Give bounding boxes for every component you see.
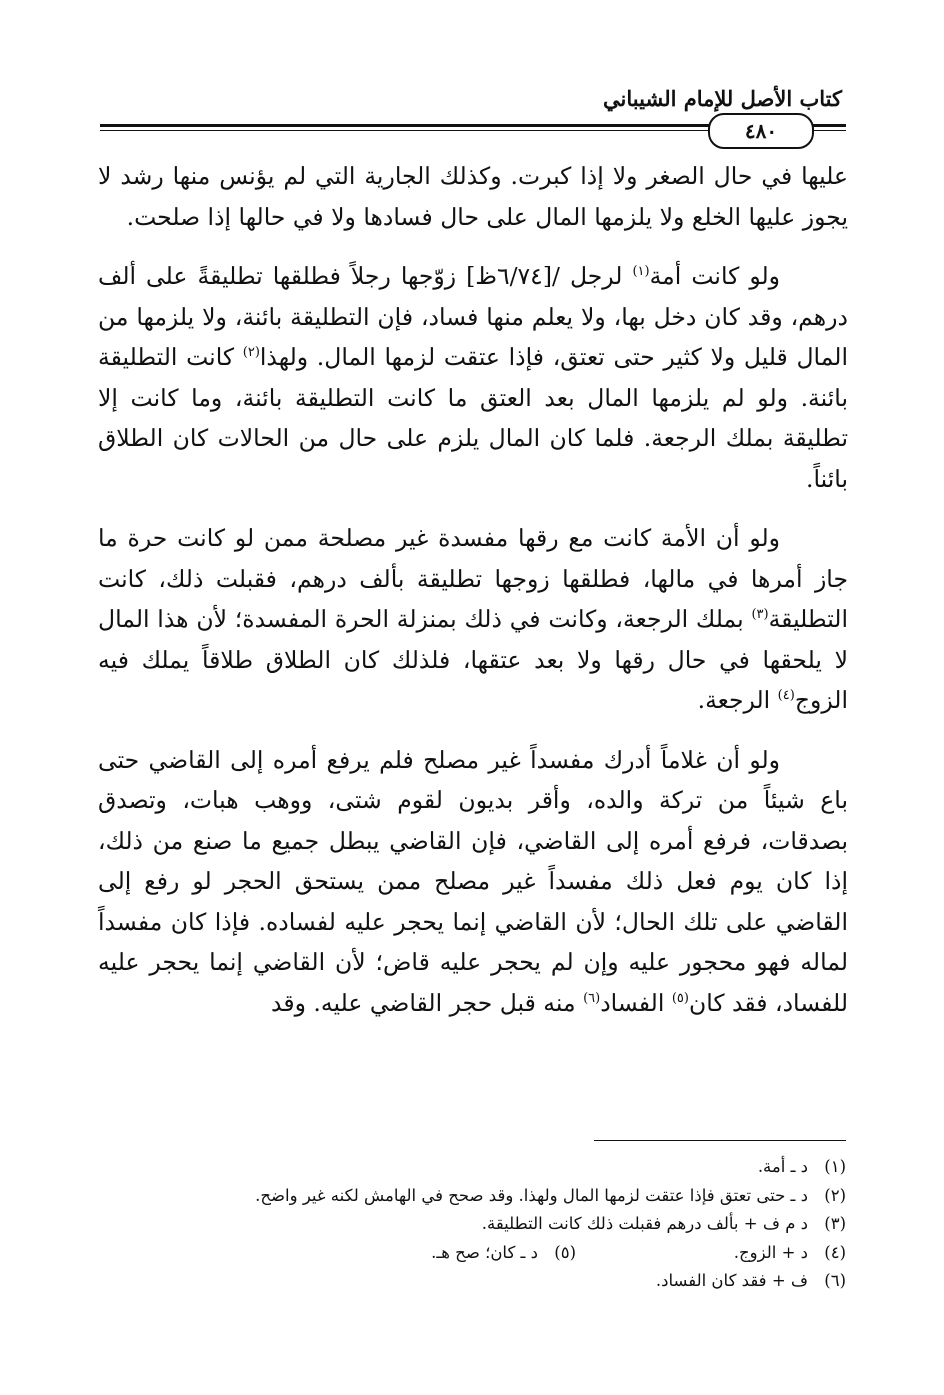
footnote <box>306 1239 576 1268</box>
footnote-number: (١) <box>824 1157 846 1176</box>
footnote <box>96 1267 846 1296</box>
footnote-text: ف + فقد كان الفساد. <box>655 1271 808 1290</box>
footnote-number: (٣) <box>824 1214 846 1233</box>
footnote-separator <box>594 1140 846 1141</box>
footnote <box>96 1182 846 1211</box>
footnote-ref[interactable]: (٢) <box>242 345 260 361</box>
paragraph-text: عليها في حال الصغر ولا إذا كبرت. وكذلك الجارية التي لم يؤنس منها رشد لا يجوز عليها الخلع ولا يلزمها المال على حال فسادها ولا في حالها إذا صلحت. <box>98 162 848 231</box>
paragraph-text: ولو أن الأمة كانت مع رقها مفسدة غير مصلحة ممن لو كانت حرة ما جاز أمرها في مالها، فطلقها زوجها تطليقة بألف درهم، فقبلت ذلك، كانت التطليقة <box>98 524 848 633</box>
footnote-text: د ـ أمة. <box>757 1157 808 1176</box>
footnote-text: د + الزوج. <box>733 1242 808 1262</box>
paragraph <box>98 156 848 237</box>
paragraph-text: منه قبل حجر القاضي عليه. وقد <box>271 988 584 1017</box>
footnote-text: د ـ حتى تعتق فإذا عتقت لزمها المال ولهذا. وقد صحح في الهامش لكنه غير واضح. <box>255 1185 808 1205</box>
footnote-number: (٦) <box>824 1271 846 1290</box>
paragraph <box>98 256 848 499</box>
footnote-text: د ـ كان؛ صح هـ. <box>431 1242 538 1262</box>
paragraph-text: كانت التطليقة بائنة. ولو لم يلزمها المال بعد العتق ما كانت التطليقة بائنة، وما كانت إلا تطليقة بملك الرجعة. فلما كان المال يلزم على حال من الحالات كان الطلاق بائناً. <box>98 343 848 493</box>
footnote <box>576 1239 846 1268</box>
footnote-text: د م ف + بألف درهم فقبلت ذلك كانت التطليقة. <box>481 1214 808 1233</box>
footnote-number: (٥) <box>554 1242 576 1262</box>
footnote-ref[interactable]: (٦) <box>583 990 601 1006</box>
footnotes <box>96 1153 846 1296</box>
footnote-number: (٢) <box>824 1185 846 1205</box>
footnote-ref[interactable]: (١) <box>632 264 650 280</box>
footnote-row <box>96 1239 846 1268</box>
footnote <box>96 1210 846 1239</box>
footnote <box>96 1153 846 1182</box>
paragraph-text: بملك الرجعة، وكانت في ذلك بمنزلة الحرة المفسدة؛ لأن هذا المال لا يلحقها في حال رقها ولا بعد عتقها، فلذلك كان الطلاق طلاقاً يملك فيه الزوج <box>98 605 848 714</box>
footnote-ref[interactable]: (٣) <box>751 607 769 623</box>
paragraph-text: الفساد <box>600 988 672 1017</box>
footnote-ref[interactable]: (٥) <box>671 990 689 1006</box>
page-number-badge: ٤٨٠ <box>708 113 814 149</box>
footnote-ref[interactable]: (٤) <box>777 688 795 704</box>
footnote-number: (٤) <box>824 1242 846 1262</box>
main-text <box>98 156 848 1042</box>
paragraph-text: الرجعة. <box>697 686 778 714</box>
paragraph-text: ولو أن غلاماً أدرك مفسداً غير مصلح فلم يرفع أمره إلى القاضي حتى باع شيئاً من تركة والده، وأقر بديون لقوم شتى، ووهب هبات، وتصدق بصدقات، فرفع أمره إلى القاضي، فإن القاضي يبطل جميع ما صنع من ذلك، إذا كان يوم فعل ذلك مفسداً غير مصلح ممن يستحق الحجر لو رفع إلى القاضي على تلك الحال؛ لأن القاضي إنما يحجر عليه لفساده. فإذا كان مفسداً لماله فهو محجور عليه وإن لم يحجر عليه قاض؛ لأن القاضي إنما يحجر عليه للفساد، فقد كان <box>98 745 848 1017</box>
paragraph <box>98 518 848 721</box>
paragraph <box>98 740 848 1024</box>
running-title: كتاب الأصل للإمام الشيباني <box>603 86 842 111</box>
paragraph-text: لرجل /[٦/٧٤ظ] زوّجها رجلاً فطلقها تطليقةً على ألف درهم، وقد كان دخل بها، ولا يعلم منها فساد، فإن التطليقة بائنة، ولا يلزمها من المال قليل ولا كثير حتى تعتق، فإذا عتقت لزمها المال. ولهذا <box>98 262 848 371</box>
paragraph-text: ولو كانت أمة <box>649 262 780 290</box>
